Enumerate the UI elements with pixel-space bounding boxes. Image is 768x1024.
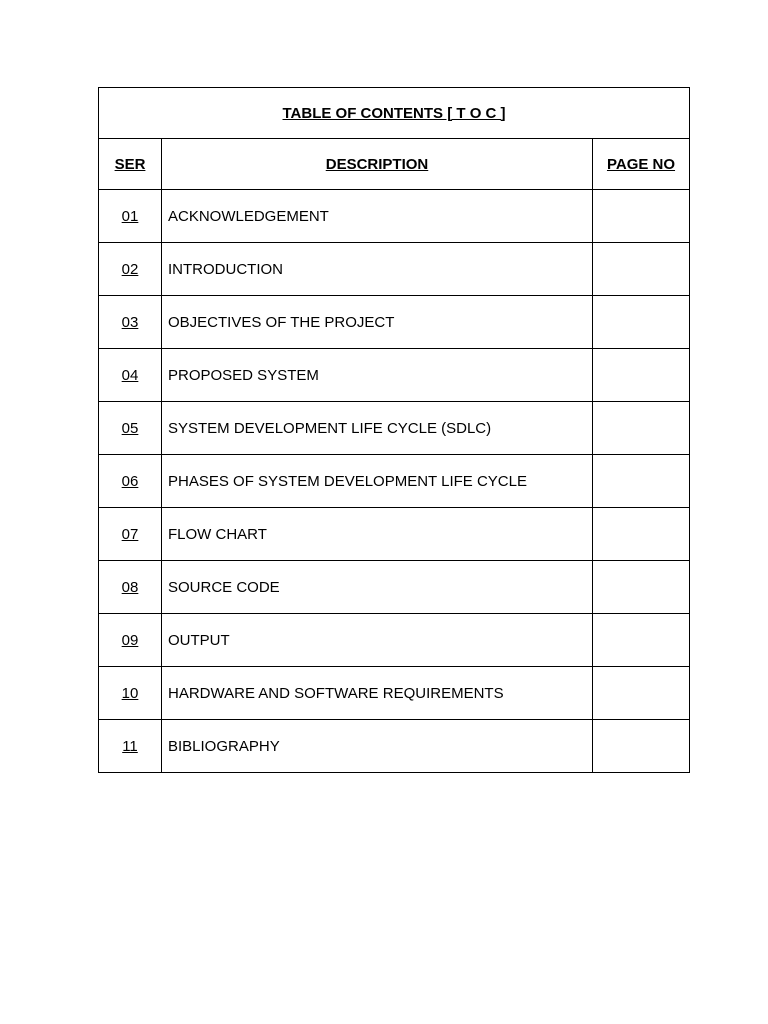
- description-column-header: DESCRIPTION: [162, 139, 593, 190]
- ser-cell: 11: [99, 720, 162, 773]
- description-cell: BIBLIOGRAPHY: [162, 720, 593, 773]
- ser-cell: 04: [99, 349, 162, 402]
- table-row: [99, 455, 690, 508]
- toc-body: [99, 190, 690, 773]
- page-no-cell: [593, 508, 690, 561]
- description-cell: OBJECTIVES OF THE PROJECT: [162, 296, 593, 349]
- page-no-cell: [593, 667, 690, 720]
- ser-cell: 07: [99, 508, 162, 561]
- table-row: [99, 720, 690, 773]
- toc-header-row: [99, 139, 690, 190]
- ser-column-header: SER: [99, 139, 162, 190]
- table-row: [99, 667, 690, 720]
- page-no-cell: [593, 402, 690, 455]
- ser-cell: 09: [99, 614, 162, 667]
- ser-cell: 08: [99, 561, 162, 614]
- table-row: [99, 402, 690, 455]
- description-cell: FLOW CHART: [162, 508, 593, 561]
- table-row: [99, 243, 690, 296]
- table-row: [99, 349, 690, 402]
- description-cell: ACKNOWLEDGEMENT: [162, 190, 593, 243]
- page-no-cell: [593, 614, 690, 667]
- ser-cell: 01: [99, 190, 162, 243]
- toc-title-row: [99, 88, 690, 139]
- description-cell: INTRODUCTION: [162, 243, 593, 296]
- description-cell: HARDWARE AND SOFTWARE REQUIREMENTS: [162, 667, 593, 720]
- ser-cell: 03: [99, 296, 162, 349]
- description-cell: OUTPUT: [162, 614, 593, 667]
- table-row: [99, 296, 690, 349]
- page-no-column-header: PAGE NO: [593, 139, 690, 190]
- toc-title: TABLE OF CONTENTS [ T O C ]: [99, 88, 690, 139]
- page-no-cell: [593, 296, 690, 349]
- page-no-cell: [593, 455, 690, 508]
- ser-cell: 05: [99, 402, 162, 455]
- page-no-cell: [593, 243, 690, 296]
- page-no-cell: [593, 349, 690, 402]
- description-cell: SYSTEM DEVELOPMENT LIFE CYCLE (SDLC): [162, 402, 593, 455]
- table-row: [99, 561, 690, 614]
- toc-table: [98, 87, 690, 773]
- description-cell: PHASES OF SYSTEM DEVELOPMENT LIFE CYCLE: [162, 455, 593, 508]
- ser-cell: 10: [99, 667, 162, 720]
- table-row: [99, 508, 690, 561]
- page-no-cell: [593, 720, 690, 773]
- description-cell: SOURCE CODE: [162, 561, 593, 614]
- table-row: [99, 190, 690, 243]
- description-cell: PROPOSED SYSTEM: [162, 349, 593, 402]
- page-no-cell: [593, 190, 690, 243]
- ser-cell: 06: [99, 455, 162, 508]
- table-row: [99, 614, 690, 667]
- ser-cell: 02: [99, 243, 162, 296]
- page-no-cell: [593, 561, 690, 614]
